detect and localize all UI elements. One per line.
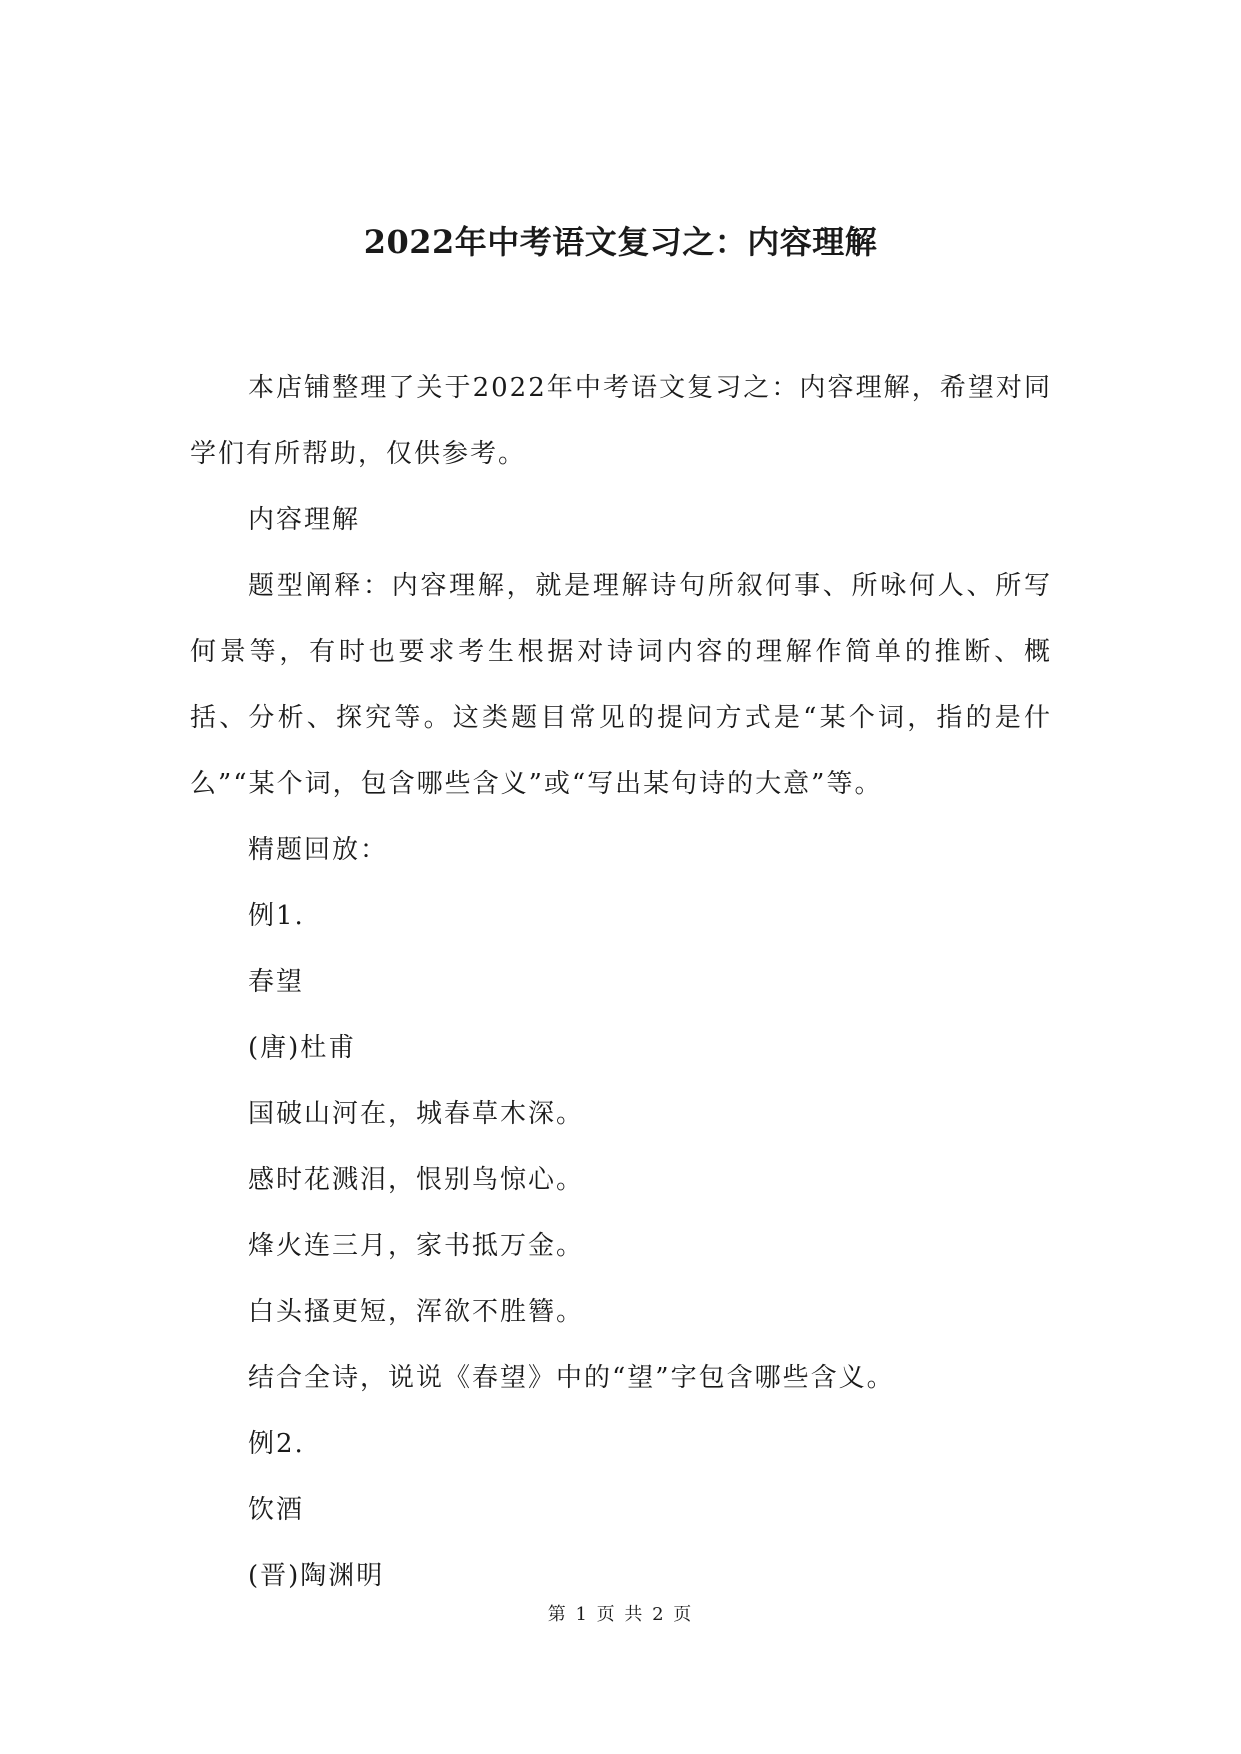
poem-1-line: 白头搔更短，浑欲不胜簪。	[248, 1297, 585, 1327]
poem-2-author: (晋)陶渊明	[248, 1561, 385, 1591]
example-1-question: 结合全诗，说说《春望》中的“望”字包含哪些含义。	[248, 1363, 895, 1393]
poem-1-line: 国破山河在，城春草木深。	[248, 1099, 585, 1129]
page-number-footer: 第 1 页 共 2 页	[547, 1604, 694, 1625]
poem-1-line: 烽火连三月，家书抵万金。	[248, 1231, 585, 1261]
poem-1-line: 感时花溅泪，恨别鸟惊心。	[248, 1165, 585, 1195]
example-1-label: 例1.	[248, 901, 305, 931]
example-2-label: 例2.	[248, 1429, 305, 1459]
poem-1-author: (唐)杜甫	[248, 1033, 357, 1063]
section-heading: 内容理解	[248, 505, 361, 535]
poem-1-title: 春望	[248, 967, 305, 997]
page-title: 2022年中考语文复习之：内容理解	[363, 223, 878, 261]
review-heading: 精题回放：	[248, 835, 389, 865]
intro-paragraph: 本店铺整理了关于2022年中考语文复习之：内容理解，希望对同学们有所帮助，仅供参考。	[190, 373, 1052, 469]
document-body	[190, 355, 1052, 1609]
poem-2-title: 饮酒	[248, 1495, 305, 1525]
explanation-paragraph: 题型阐释：内容理解，就是理解诗句所叙何事、所咏何人、所写何景等，有时也要求考生根据对诗词内容的理解作简单的推断、概括、分析、探究等。这类题目常见的提问方式是“某个词，指的是什么”“某个词，包含哪些含义”或“写出某句诗的大意”等。	[190, 571, 1052, 799]
